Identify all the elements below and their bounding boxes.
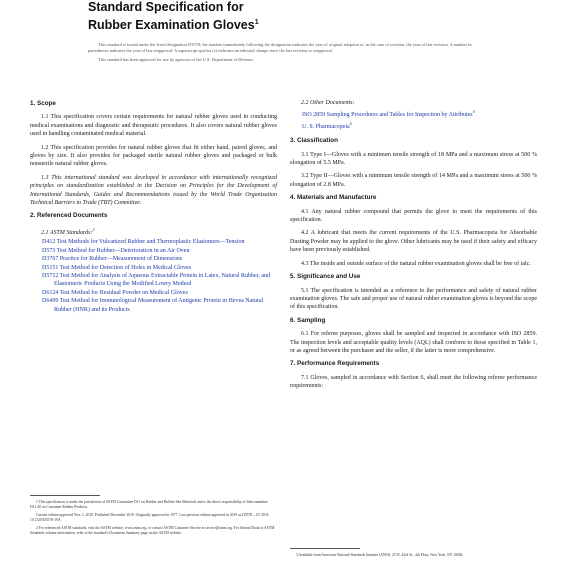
reference-item[interactable]: D6499 Test Method for Immunological Measurement of Antigenic Protein in Hevea Natural Rubber (HNR) and its Products <box>42 298 264 313</box>
reference-item[interactable]: D412 Test Methods for Vulcanized Rubber and Thermoplastic Elastomers—Tension <box>42 239 245 246</box>
section-materials-heading: 4. Materials and Manufacture <box>290 194 377 202</box>
paragraph-4-3: 4.3 The inside and outside surface of the natural rubber examination gloves shall be free of talc. <box>301 260 531 267</box>
astm-reference-list <box>30 238 277 314</box>
section-sampling-heading: 6. Sampling <box>290 316 326 324</box>
right-footnotes <box>290 553 537 561</box>
paragraph-4-1: 4.1 Any natural rubber compound that permits the glove to meet the requirements of this specification. <box>290 208 537 224</box>
section-classification-heading: 3. Classification <box>290 137 338 145</box>
paragraph-5-1: 5.1 The specification is intended as a reference to the performance and safety of natural rubber examination gloves. The safe and proper use of natural rubber examination gloves is beyond the scope of this specification. <box>290 287 537 311</box>
defense-approval-notice: This standard has been approved for use by agencies of the U.S. Department of Defense. <box>98 57 254 63</box>
reference-item[interactable]: U. S. Pharmacopeia$^4$ <box>302 120 352 130</box>
left-footnote-rule <box>30 495 100 496</box>
reference-item[interactable]: D5151 Test Method for Detection of Holes in Medical Gloves <box>42 264 191 271</box>
paragraph-1-2: 1.2 This specification provides for natural rubber gloves that fit either hand, paired gloves, and gloves by size. It also provides for packaged sterile natural rubber gloves and packaged or bulk nonsterile natural rubber gloves. <box>30 144 277 168</box>
right-footnote-rule <box>290 548 360 549</box>
paragraph-1-1: 1.1 This specification covers certain requirements for natural rubber gloves used in conducting medical examinations and diagnostic and therapeutic procedures. It also covers natural rubber gloves used in handling contaminated medical material. <box>30 114 277 138</box>
section-significance-heading: 5. Significance and Use <box>290 273 361 281</box>
section-referenced-documents-heading: 2. Referenced Documents <box>30 212 108 220</box>
standard-notice <box>88 42 490 67</box>
footnote-1: 1 This specification is under the jurisdiction of ASTM Committee D11 on Rubber and Rubber-like Materials and is the direct responsibility of Subcommittee D11.40 on Consumer Rubber Products. <box>30 500 268 509</box>
right-column <box>290 99 537 396</box>
footnote-3: 3 Available from American National Standards Institute (ANSI), 25 W. 43rd St., 4th Floor, New York, NY 10036. <box>296 553 464 557</box>
reference-item[interactable]: D5712 Test Method for Analysis of Aqueous Extractable Protein in Latex, Natural Rubber, and Elastomeric Products Using the Modified Lowry Method <box>42 272 271 288</box>
astm-standards-label: 2.1 ASTM Standards:$^2$ <box>41 226 95 236</box>
other-documents-label: 2.2 Other Documents: <box>301 100 355 106</box>
section-performance-heading: 7. Performance Requirements <box>290 360 380 368</box>
section-scope-heading: 1. Scope <box>30 100 56 107</box>
title-footnote-mark: 1 <box>254 19 259 26</box>
designation-notice: This standard is issued under the fixed designation D3578; the number immediately following the designation indicates the year of original adoption or, in the case of revision, the year of last revision. A number in parentheses indicates the year of last reapproval. A superscript epsilon (ε) indicates an editorial change since the last revision or reapproval. <box>88 42 472 53</box>
footnote-2: 2 For referenced ASTM standards, visit the ASTM website, www.astm.org, or contact ASTM Customer Service at service@astm.org. For Annual Book of ASTM Standards volume information, refer to the standard's Document Summary page on the ASTM website. <box>30 526 275 535</box>
reference-item[interactable]: ISO 2859 Sampling Procedures and Tables for Inspection by Attributes$^3$ <box>302 109 475 119</box>
reference-item[interactable]: D3767 Practice for Rubber—Measurement of Dimensions <box>42 256 183 263</box>
paragraph-7-1: 7.1 Gloves, sampled in accordance with Section 6, shall meet the following referee performance requirements: <box>290 374 537 390</box>
title-line-2: Rubber Examination Gloves$^1$ <box>88 18 259 33</box>
left-footnotes <box>30 500 277 539</box>
paragraph-4-2: 4.2 A lubricant that meets the current requirements of the U.S. Pharmacopeia for Absorbable Dusting Powder may be applied to the glove. Other lubricants may be used if their safety and efficacy have been previously established. <box>290 230 537 254</box>
left-column <box>30 100 277 314</box>
title-line-1: Standard Specification for <box>88 0 244 14</box>
paragraph-6-1: 6.1 For referee purposes, gloves shall be sampled and inspected in accordance with ISO 2859. The inspection levels and acceptable quality levels (AQL) shall conform to those specified in Table 1, or as agreed between the purchaser and the seller, if the latter is more comprehensive. <box>290 331 537 354</box>
document-title <box>88 0 508 33</box>
paragraph-3-2: 3.2 Type II—Gloves with a minimum tensile strength of 14 MPa and a maximum stress at 500 % elongation of 2.8 MPa. <box>290 173 537 188</box>
reference-item[interactable]: D573 Test Method for Rubber—Deterioration in an Air Oven <box>42 247 190 254</box>
paragraph-1-3: 1.3 This international standard was developed in accordance with internationally recognized principles on standardization established in the Decision on Principles for the Development of International Standards, Guides and Recommendations issued by the World Trade Organization Technical Barriers to Trade (TBT) Committee. <box>30 174 277 207</box>
footnote-1-edition: Current edition approved Nov. 1, 2019. Published December 2019. Originally approved in 1977. Last previous edition approved in 2019 as D3578 – 19. DOI: 10.1520/D3578-19A. <box>30 513 269 522</box>
reference-item[interactable]: D6124 Test Method for Residual Powder on Medical Gloves <box>42 289 188 296</box>
paragraph-3-1: 3.1 Type I—Gloves with a minimum tensile strength of 18 MPa and a maximum stress at 500 % elongation of 5.5 MPa. <box>290 151 537 167</box>
